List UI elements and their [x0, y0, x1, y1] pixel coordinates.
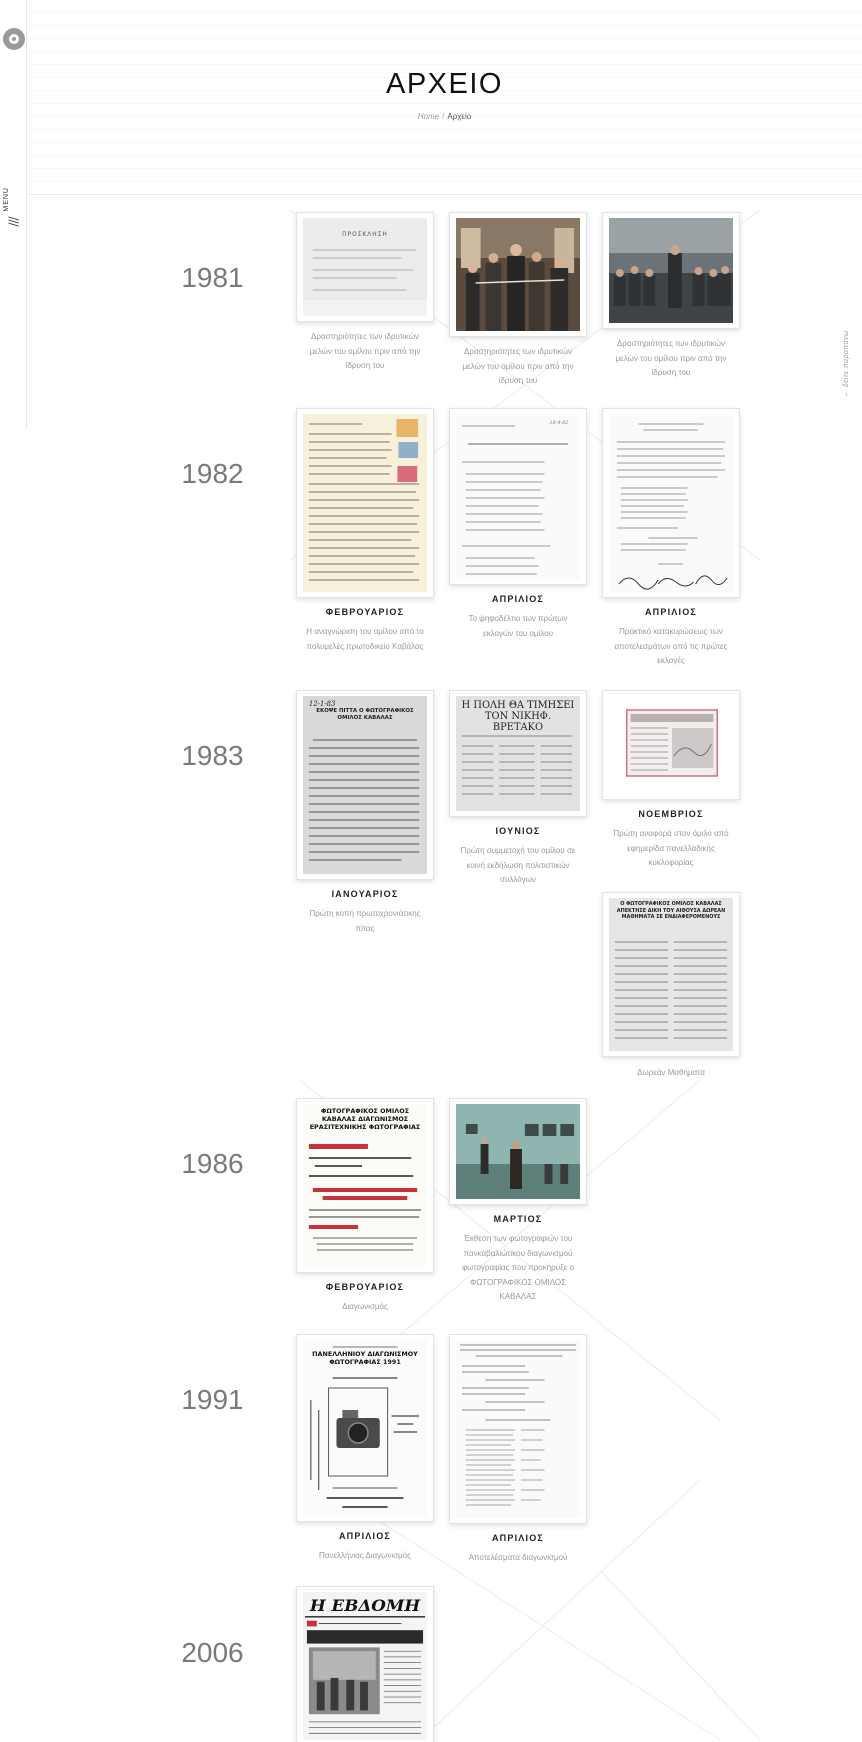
breadcrumb-separator: / — [442, 112, 445, 121]
archive-thumbnail[interactable] — [449, 1098, 587, 1205]
thumb-text: Η ΠΟΛΗ ΘΑ ΤΙΜΗΣΕΙ ΤΟΝ ΝΙΚΗΦ. ΒΡΕΤΑΚΟ — [461, 700, 575, 730]
menu-icon: /// — [6, 217, 21, 227]
breadcrumb-home-link[interactable]: Home — [417, 112, 440, 121]
logo-icon[interactable] — [3, 28, 25, 50]
archive-thumbnail[interactable] — [602, 892, 740, 1057]
thumb-text: ΠΑΝΕΛΛΗΝΙΟΥ ΔΙΑΓΩΝΙΣΜΟΥ ΦΩΤΟΓΡΑΦΙΑΣ 1991 — [312, 1350, 418, 1366]
archive-thumbnail[interactable] — [602, 690, 740, 800]
archive-item-month: ΝΟΕΜΒΡΙΟΣ — [638, 809, 704, 819]
archive-item-description: Έκθεση των φωτογραφιών του πανκαβαλιώτικου διαγωνισμού φωτογραφίας που προκήρυξε ο ΦΩΤΟΓΡΑΦΙΚΟΣ ΟΜΙΛΟΣ ΚΑΒΑΛΑΣ — [462, 1234, 574, 1301]
archive-thumbnail[interactable] — [296, 1334, 434, 1522]
archive-thumbnail[interactable] — [296, 1586, 434, 1742]
archive-item-month: ΦΕΒΡΟΥΑΡΙΟΣ — [325, 1282, 405, 1292]
thumb-text: ΦΩΤΟΓΡΑΦΙΚΟΣ ΟΜΙΛΟΣ ΚΑΒΑΛΑΣ ΔΙΑΓΩΝΙΣΜΟΣ ΕΡΑΣΙΤΕΧΝΙΚΗΣ ΦΩΤΟΓΡΑΦΙΑΣ — [309, 1107, 421, 1131]
year-label: 2006 — [181, 1637, 244, 1668]
archive-thumbnail[interactable] — [449, 1334, 587, 1524]
photo-image — [456, 218, 580, 331]
archive-item-description: Δραστηριότητες των ιδρυτικών μελών του ομίλου πριν από την ίδρυση του — [615, 339, 727, 377]
document-image — [609, 414, 733, 592]
archive-item — [449, 1098, 587, 1305]
archive-thumbnail[interactable] — [602, 212, 740, 329]
archive-item-description: Δωρεάν Μαθήματα — [637, 1068, 705, 1077]
archive-item-description: Πρώτη κοπή πρωτοχρονιάτικης πίτας — [309, 909, 421, 933]
archive-item-description: Αποτελέσματα διαγωνισμού — [468, 1553, 568, 1562]
year-label: 1983 — [181, 740, 244, 771]
document-image — [456, 414, 580, 579]
page-title: ΑΡΧΕΙΟ — [386, 68, 503, 100]
archive-item — [602, 212, 740, 381]
archive-item-month: ΙΑΝΟΥΑΡΙΟΣ — [331, 889, 399, 899]
svg-text:12-1-83: 12-1-83 — [308, 699, 336, 709]
archive-item-description: Προκτικό κατακυρώσεως των αποτελεσμάτων από τις πρώτες εκλογές — [614, 627, 728, 665]
clipping-image — [303, 696, 427, 874]
archive-item — [296, 1334, 434, 1564]
archive-item — [602, 892, 740, 1081]
year-label: 1991 — [181, 1384, 244, 1415]
poster-image — [303, 1104, 427, 1267]
archive-item-month: ΑΠΡΙΛΙΟΣ — [491, 594, 544, 604]
archive-item — [296, 1586, 434, 1742]
archive-thumbnail[interactable] — [449, 212, 587, 337]
archive-item — [296, 408, 434, 654]
document-image — [303, 218, 427, 316]
menu-toggle-button[interactable] — [0, 185, 27, 240]
archive-item-month: ΑΠΡΙΛΙΟΣ — [491, 1533, 544, 1543]
breadcrumb-current: Αρχείο — [447, 112, 472, 121]
left-sidebar — [0, 0, 27, 430]
newspaper-image — [303, 1592, 427, 1740]
year-label: 1981 — [181, 262, 244, 293]
archive-thumbnail[interactable] — [296, 408, 434, 598]
clipping-image — [456, 696, 580, 811]
thumb-text: Η ΕΒΔΟΜΗ — [309, 1596, 421, 1616]
archive-thumbnail[interactable] — [296, 1098, 434, 1273]
archive-item-month: ΜΑΡΤΙΟΣ — [493, 1214, 543, 1224]
archive-item-description: Δραστηριότητες των ιδρυτικών μελών του ομίλου πριν από την ίδρυση του — [462, 347, 574, 385]
archive-item — [296, 1098, 434, 1315]
poster-image — [303, 1340, 427, 1516]
photo-image — [456, 1104, 580, 1199]
archive-item-description: Πρώτη συμμετοχή του ομίλου σε κοινή εκδήλωση πολιτιστικών συλλόγων — [460, 846, 576, 884]
archive-thumbnail[interactable] — [296, 212, 434, 322]
newspaper-image — [609, 696, 733, 794]
archive-item-description: Διαγωνισμός — [342, 1302, 388, 1311]
archive-item-description: Το ψηφοδέλτιο των πρώτων εκλογών του ομίλου — [468, 614, 568, 638]
archive-item-month: ΑΠΡΙΛΙΟΣ — [644, 607, 697, 617]
archive-thumbnail[interactable] — [602, 408, 740, 598]
archive-item-description: Πανελλήνιος Διαγωνισμός — [319, 1551, 411, 1560]
archive-item — [296, 690, 434, 936]
archive-item-month: ΦΕΒΡΟΥΑΡΙΟΣ — [325, 607, 405, 617]
document-image — [456, 1340, 580, 1518]
archive-item — [602, 690, 740, 871]
archive-item-description: Πρώτη αναφορά στον όμιλο από εφημερίδα πανελλαδικής κυκλοφορίας — [613, 829, 729, 867]
archive-thumbnail[interactable] — [449, 408, 587, 585]
archive-item — [449, 212, 587, 389]
photo-image — [609, 218, 733, 323]
archive-item — [602, 408, 740, 669]
archive-item-month: ΙΟΥΝΙΟΣ — [495, 826, 541, 836]
archive-thumbnail[interactable] — [296, 690, 434, 880]
thumb-text: ΕΚΟΨΕ ΠΙΤΤΑ Ο ΦΩΤΟΓΡΑΦΙΚΟΣ ΟΜΙΛΟΣ ΚΑΒΑΛΑΣ — [316, 708, 414, 721]
year-label: 1986 — [181, 1148, 244, 1179]
archive-item — [296, 212, 434, 374]
document-image — [303, 414, 427, 592]
scroll-up-link[interactable]: ← δείτε παραπάνω — [843, 330, 850, 398]
archive-thumbnail[interactable] — [449, 690, 587, 817]
menu-label: MENU — [3, 187, 10, 212]
svg-text:16-4-82: 16-4-82 — [549, 419, 569, 427]
year-label: 1982 — [181, 458, 244, 489]
archive-item-month: ΑΠΡΙΛΙΟΣ — [338, 1531, 391, 1541]
archive-item — [449, 408, 587, 641]
archive-item-description: Η αναγνώριση του ομίλου από το πολυμελές πρωτοδικείο Καβάλας — [306, 627, 424, 651]
archive-item-description: Δραστηριότητες των ιδρυτικών μελών του ομίλου πριν από την ίδρυση του — [309, 332, 421, 370]
thumb-text: ΠΡΟΣΚΛΗΣΗ — [342, 230, 388, 239]
clipping-image — [609, 898, 733, 1051]
archive-item — [449, 690, 587, 888]
archive-item — [449, 1334, 587, 1566]
thumb-text: Ο ΦΩΤΟΓΡΑΦΙΚΟΣ ΟΜΙΛΟΣ ΚΑΒΑΛΑΣ ΑΠΕΚΤΗΣΕ ΔΙΚΗ ΤΟΥ ΑΙΘΟΥΣΑ ΔΩΡΕΑΝ ΜΑΘΗΜΑΤΑ ΣΕ ΕΝΔΙΑΦΕΡΟΜΕΝΟΥΣ — [616, 901, 726, 920]
